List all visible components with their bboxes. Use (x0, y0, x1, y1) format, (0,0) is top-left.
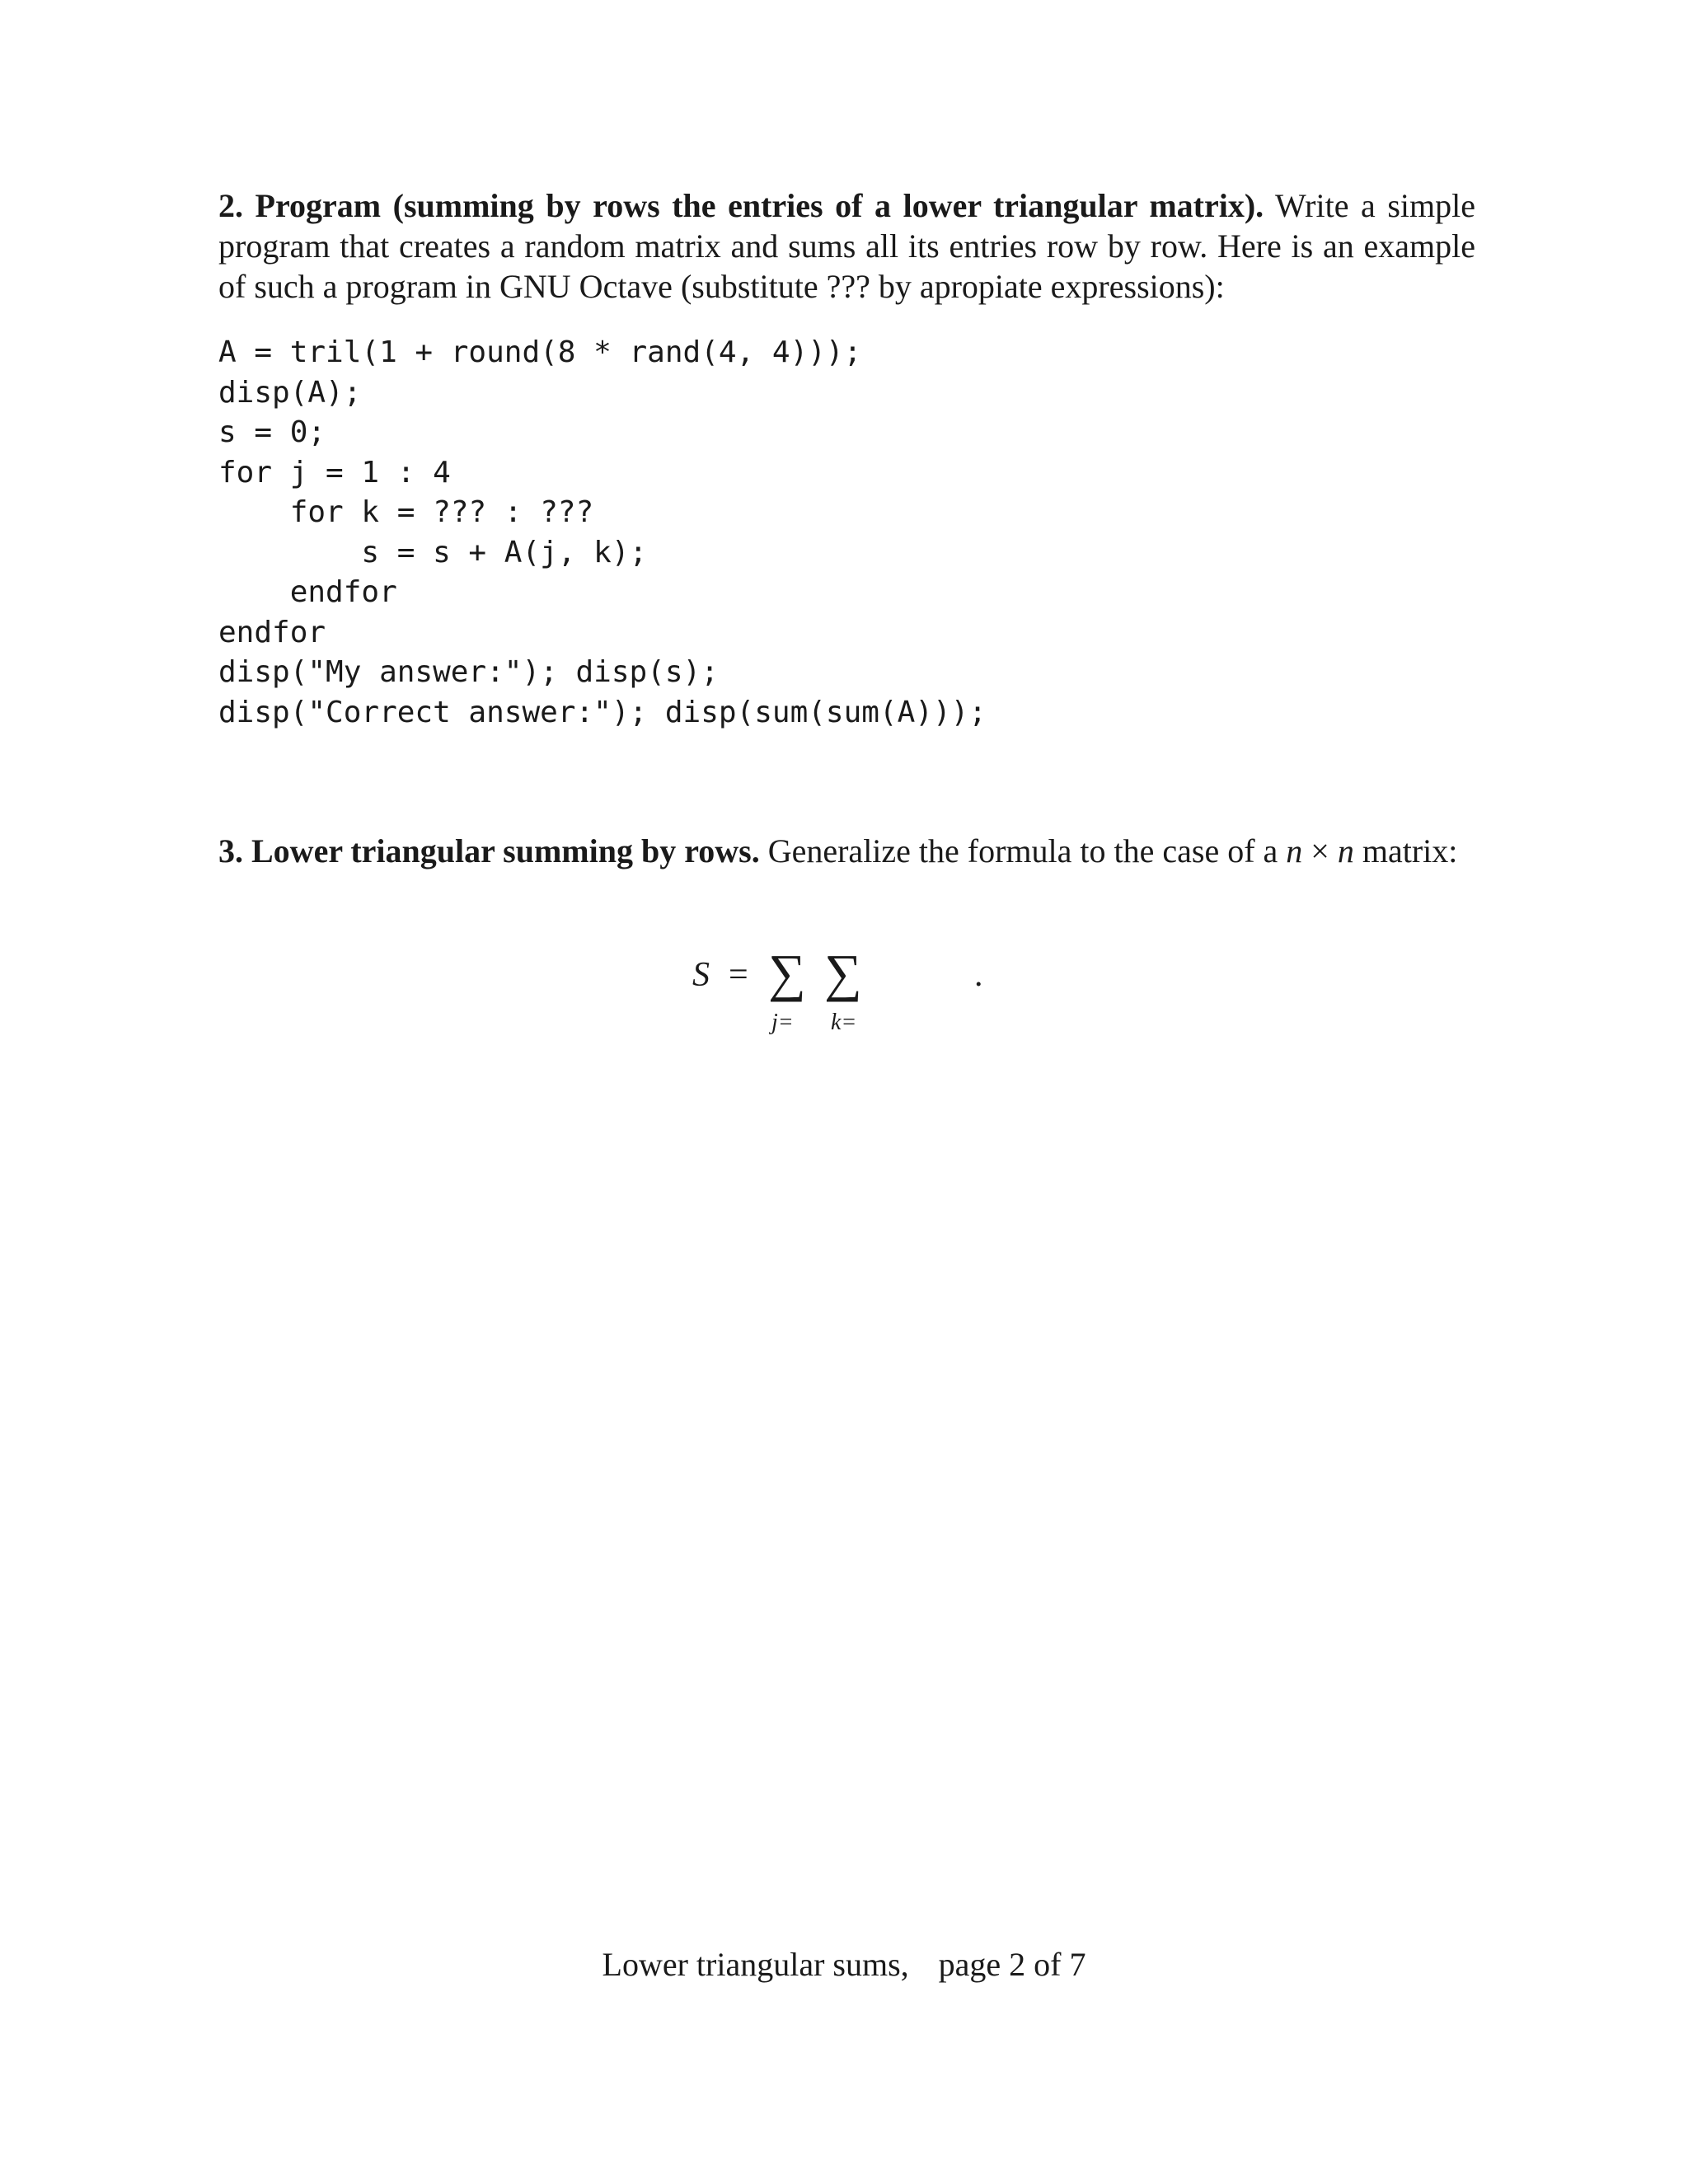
formula-lhs: S (692, 956, 710, 994)
code-line: endfor (218, 615, 326, 649)
octave-code-block (218, 333, 987, 733)
sigma-inner-lower-limit: k= (831, 1010, 857, 1035)
math-n: n (1286, 832, 1303, 869)
math-times: × (1311, 832, 1329, 869)
problem-3-heading: 3. Lower triangular summing by rows. (218, 832, 760, 869)
code-line: disp(A); (218, 375, 362, 410)
problem-2-heading: 2. Program (summing by rows the entries of a lower triangular matrix). (218, 187, 1264, 224)
footer-title: Lower triangular sums, (602, 1946, 909, 1983)
code-line: endfor (218, 575, 397, 609)
problem-2 (218, 185, 1475, 307)
formula-equals: = (729, 956, 748, 994)
code-line: s = s + A(j, k); (218, 535, 648, 569)
code-line: s = 0; (218, 415, 326, 449)
page-number: page 2 of 7 (938, 1946, 1086, 1983)
problem-2-text (218, 185, 1475, 307)
problem-3 (218, 831, 1475, 871)
sigma-outer-icon: ∑ (768, 944, 806, 1002)
code-line: A = tril(1 + round(8 * rand(4, 4))); (218, 335, 862, 369)
problem-3-body-end: matrix: (1353, 832, 1458, 869)
problem-2-body: Write a simple program that creates a random matrix and sums all its entries row by row. Here is an example of such a program in GNU Octave (substitute ??? by apropiate expressions): (218, 187, 1475, 305)
math-n: n (1337, 832, 1354, 869)
code-line: for k = ??? : ??? (218, 495, 594, 529)
page-footer (0, 1945, 1688, 1984)
sigma-outer-lower-limit: j= (771, 1010, 794, 1035)
sum-formula (692, 944, 1006, 1051)
code-line: for j = 1 : 4 (218, 455, 451, 490)
code-line: disp("Correct answer:"); disp(sum(sum(A))); (218, 695, 987, 729)
code-line: disp("My answer:"); disp(s); (218, 655, 719, 689)
problem-3-text (218, 831, 1475, 871)
sigma-inner-icon: ∑ (824, 944, 862, 1002)
formula-period: . (974, 956, 983, 994)
problem-3-body: Generalize the formula to the case of a (767, 832, 1287, 869)
